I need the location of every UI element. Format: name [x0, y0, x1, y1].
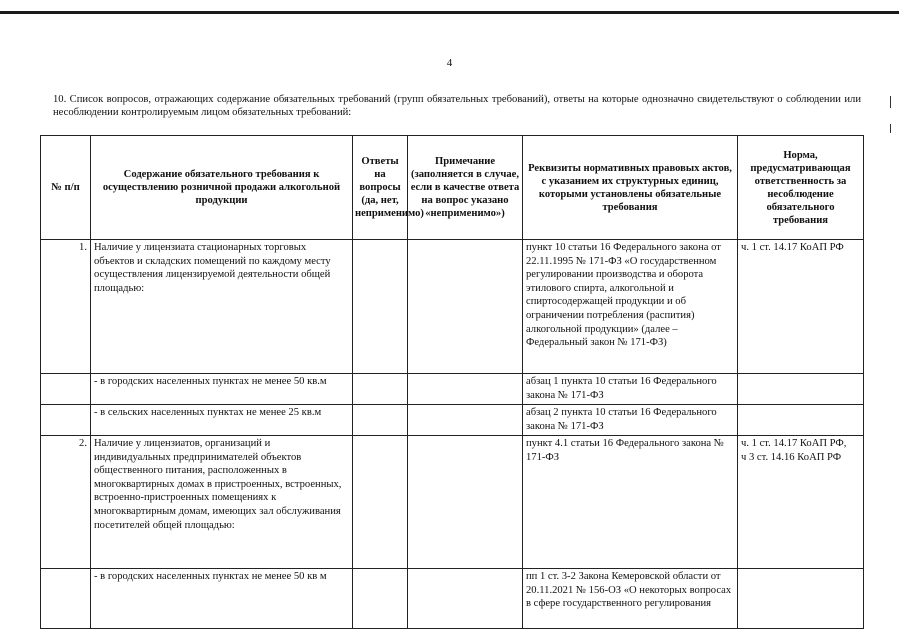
requisites-cell: пп 1 ст. 3-2 Закона Кемеровской области от 20.11.2021 № 156-ОЗ «О некоторых вопросах в сфере государственного регулирования [523, 569, 738, 629]
header-num: № п/п [41, 136, 91, 240]
answer-cell [353, 240, 408, 374]
norm-cell: ч. 1 ст. 14.17 КоАП РФ [738, 240, 864, 374]
margin-mark [890, 96, 891, 108]
note-cell [408, 436, 523, 569]
answer-cell [353, 405, 408, 436]
table-row [41, 436, 864, 569]
row-number: 2. [41, 436, 91, 569]
row-number: 1. [41, 240, 91, 374]
answer-cell [353, 436, 408, 569]
header-row [41, 136, 864, 240]
requisites-cell: абзац 2 пункта 10 статьи 16 Федерального закона № 171-ФЗ [523, 405, 738, 436]
requirement-content: Наличие у лицензиатов, организаций и индивидуальных предпринимателей объектов общественного питания, расположенных в многоквартирных домах в пристроенных, встроенных, встроенно-пристроенных помещениях к многоквартирным домам, имеющих зал обслуживания посетителей общей площадью: [91, 436, 353, 569]
requisites-cell: абзац 1 пункта 10 статьи 16 Федерального закона № 171-ФЗ [523, 374, 738, 405]
row-number [41, 405, 91, 436]
table-row [41, 569, 864, 629]
requisites-cell: пункт 10 статьи 16 Федерального закона от 22.11.1995 № 171-ФЗ «О государственном регулировании производства и оборота этилового спирта, алкогольной и спиртосодержащей продукции и об ограничении потребления (распития) алкогольной продукции» (далее – Федеральный закон № 171-ФЗ) [523, 240, 738, 374]
answer-cell [353, 569, 408, 629]
header-requisites: Реквизиты нормативных правовых актов, с указанием их структурных единиц, которыми установлены обязательные требования [523, 136, 738, 240]
header-content: Содержание обязательного требования к осуществлению розничной продажи алкогольной продукции [91, 136, 353, 240]
row-number [41, 569, 91, 629]
margin-mark [890, 124, 891, 133]
norm-cell [738, 569, 864, 629]
answer-cell [353, 374, 408, 405]
header-answer: Ответы на вопросы (да, нет, неприменимо) [353, 136, 408, 240]
note-cell [408, 405, 523, 436]
requisites-cell: пункт 4.1 статьи 16 Федерального закона № 171-ФЗ [523, 436, 738, 569]
norm-cell [738, 374, 864, 405]
header-norm: Норма, предусматривающая ответственность за несоблюдение обязательного требования [738, 136, 864, 240]
requirements-table [40, 135, 864, 629]
note-cell [408, 240, 523, 374]
table-row [41, 374, 864, 405]
requirement-content: - в городских населенных пунктах не менее 50 кв.м [91, 374, 353, 405]
requirement-content: - в городских населенных пунктах не менее 50 кв м [91, 569, 353, 629]
note-cell [408, 569, 523, 629]
norm-cell [738, 405, 864, 436]
requirement-content: Наличие у лицензиата стационарных торговых объектов и складских помещений по каждому месту осуществления лицензируемой деятельности общей площадью: [91, 240, 353, 374]
page-number: 4 [446, 57, 453, 69]
requirement-content: - в сельских населенных пунктах не менее 25 кв.м [91, 405, 353, 436]
note-cell [408, 374, 523, 405]
intro-paragraph: 10. Список вопросов, отражающих содержание обязательных требований (групп обязательных требований), ответы на которые однозначно свидетельствуют о соблюдении или несоблюдении контролируемым лицом обязательных требований: [53, 94, 861, 118]
header-note: Примечание (заполняется в случае, если в качестве ответа на вопрос указано «неприменимо») [408, 136, 523, 240]
table-row [41, 240, 864, 374]
norm-cell: ч. 1 ст. 14.17 КоАП РФ, ч 3 ст. 14.16 КоАП РФ [738, 436, 864, 569]
row-number [41, 374, 91, 405]
table-row [41, 405, 864, 436]
top-border-line [0, 11, 899, 14]
